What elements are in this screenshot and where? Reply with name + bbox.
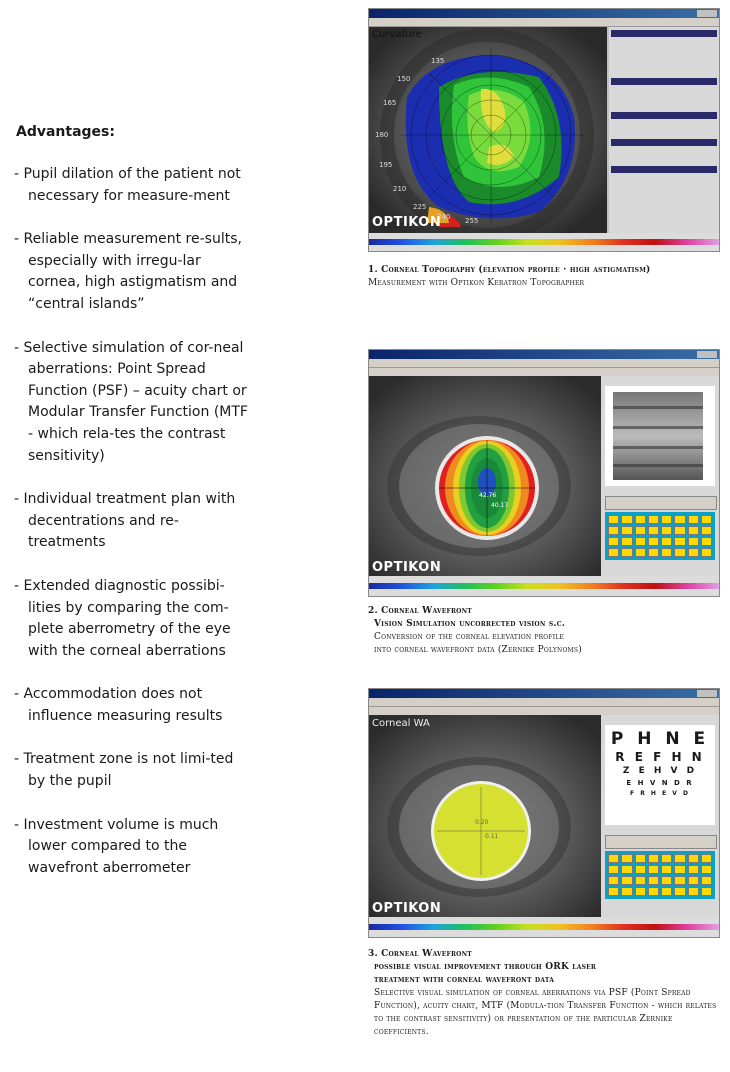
acuity-row: F R H E V D [630,790,690,797]
advantage-item: - Investment volume is much lower compared to the wavefront aberrometer [14,816,219,876]
acuity-row: R E F H N [615,750,705,764]
psf-image [605,386,715,486]
tick-label: 240 [437,213,451,221]
simulation-controls[interactable] [605,496,717,510]
panel-header [611,139,717,146]
optikon-logo: OPTIKON [372,215,442,230]
advantage-item: - Treatment zone is not limi-ted by the pupil [14,751,234,790]
zernike-keypad[interactable] [605,512,715,560]
panel-row [609,149,719,156]
panel-row [609,88,719,95]
caption-title: 1. Corneal Topography (elevation profile · high astigmatism) [368,265,651,275]
panel-row [609,129,719,136]
panel-row [609,47,719,54]
panel-row [609,95,719,102]
caption-subtitle: treatment with corneal wavefront data [374,975,555,985]
tick-label: 210 [393,185,407,193]
advantage-item: - Selective simulation of cor-neal aberrations: Point Spread Function (PSF) – acuity chart or Modular Transfer Function (MTF - which rela-tes the contrast sensitivity) [14,339,248,464]
tick-label: 135 [431,57,445,65]
psf-chart [605,386,715,486]
wavefront-image [369,376,601,576]
caption-title: 3. Corneal Wavefront [368,949,472,959]
caption-subtitle: possible visual improvement through ORK laser [374,962,597,972]
window-titlebar [369,689,719,698]
menu-bar[interactable] [369,18,719,27]
view-label: Corneal WA [372,718,430,729]
advantage-item: - Reliable measurement re-sults, especially with irregu-lar cornea, high astigmatism and “central islands” [14,231,242,312]
panel-header [611,30,717,37]
menu-bar[interactable] [369,698,719,707]
caption-wavefront-improved [368,948,728,1039]
panel-header [611,112,717,119]
menu-bar[interactable] [369,359,719,368]
caption-topography [368,264,728,290]
panel-row [609,102,719,109]
caption-text: Selective visual simulation of corneal aberrations via PSF (Point Spread Function), acuity chart, MTF (Modula-tion Transfer Function - which relates to the contrast sensitivity) or presentation of the particular Zernike coefficients. [374,988,717,1037]
tick-label: 180 [375,131,389,139]
simulation-panel [601,715,719,917]
zernike-keypad[interactable] [605,851,715,899]
view-label: Curvature [372,29,422,40]
wavefront-image [369,715,601,917]
center-value: 40.17 [491,502,509,509]
caption-wavefront-uncorrected [368,605,728,657]
window-titlebar [369,9,719,18]
acuity-row: P H N E [610,729,710,749]
caption-text: Conversion of the corneal elevation profile [374,632,565,642]
simulation-panel [601,376,719,576]
topography-image [369,27,607,233]
wavefront-map [369,715,601,917]
advantage-item: - Individual treatment plan with decentrations and re-treatments [14,491,236,551]
panel-header [611,166,717,173]
panel-row [609,176,719,183]
tick-label: 255 [465,217,479,225]
advantage-item: - Pupil dilation of the patient not necessary for measure-ment [14,166,241,204]
caption-text: into corneal wavefront data (Zernike Polynoms) [374,645,582,655]
panel-row [609,68,719,75]
tick-label: 195 [379,161,393,169]
acuity-row: E H V N D R [626,779,694,787]
advantages-title: Advantages: [16,124,115,140]
panel-row [609,54,719,61]
color-scale-bar [369,917,719,937]
wavefront-map [369,376,601,576]
topography-screenshot [368,8,720,252]
window-titlebar [369,350,719,359]
advantages-section [14,124,254,901]
advantage-item: - Accommodation does not influence measuring results [14,686,223,724]
panel-row [609,40,719,47]
center-value: 0.20 [475,819,489,826]
caption-subtitle: Vision Simulation uncorrected vision s.c. [374,619,566,629]
wavefront-improved-screenshot [368,688,720,938]
advantage-item: - Extended diagnostic possibi-lities by comparing the com-plete aberrometry of the eye with the corneal aberrations [14,577,231,659]
topography-map [369,27,607,233]
color-scale-bar [369,576,719,596]
color-scale-bar [369,233,719,251]
tick-label: 225 [413,203,427,211]
panel-row [609,156,719,163]
optikon-logo: OPTIKON [372,901,442,916]
center-value: 42.76 [479,492,497,499]
tick-label: 150 [397,75,411,83]
panel-header [611,78,717,85]
tick-label: 165 [383,99,397,107]
caption-subtitle: Measurement with Optikon Keratron Topographer [368,278,585,288]
caption-title: 2. Corneal Wavefront [368,606,472,616]
wavefront-uncorrected-screenshot [368,349,720,597]
acuity-chart [605,725,715,825]
center-value: 0.11 [485,833,499,840]
optikon-logo: OPTIKON [372,560,442,575]
measurement-panel [609,27,719,233]
simulation-controls[interactable] [605,835,717,849]
panel-row [609,61,719,68]
panel-row [609,122,719,129]
acuity-row: Z E H V D [622,766,698,776]
